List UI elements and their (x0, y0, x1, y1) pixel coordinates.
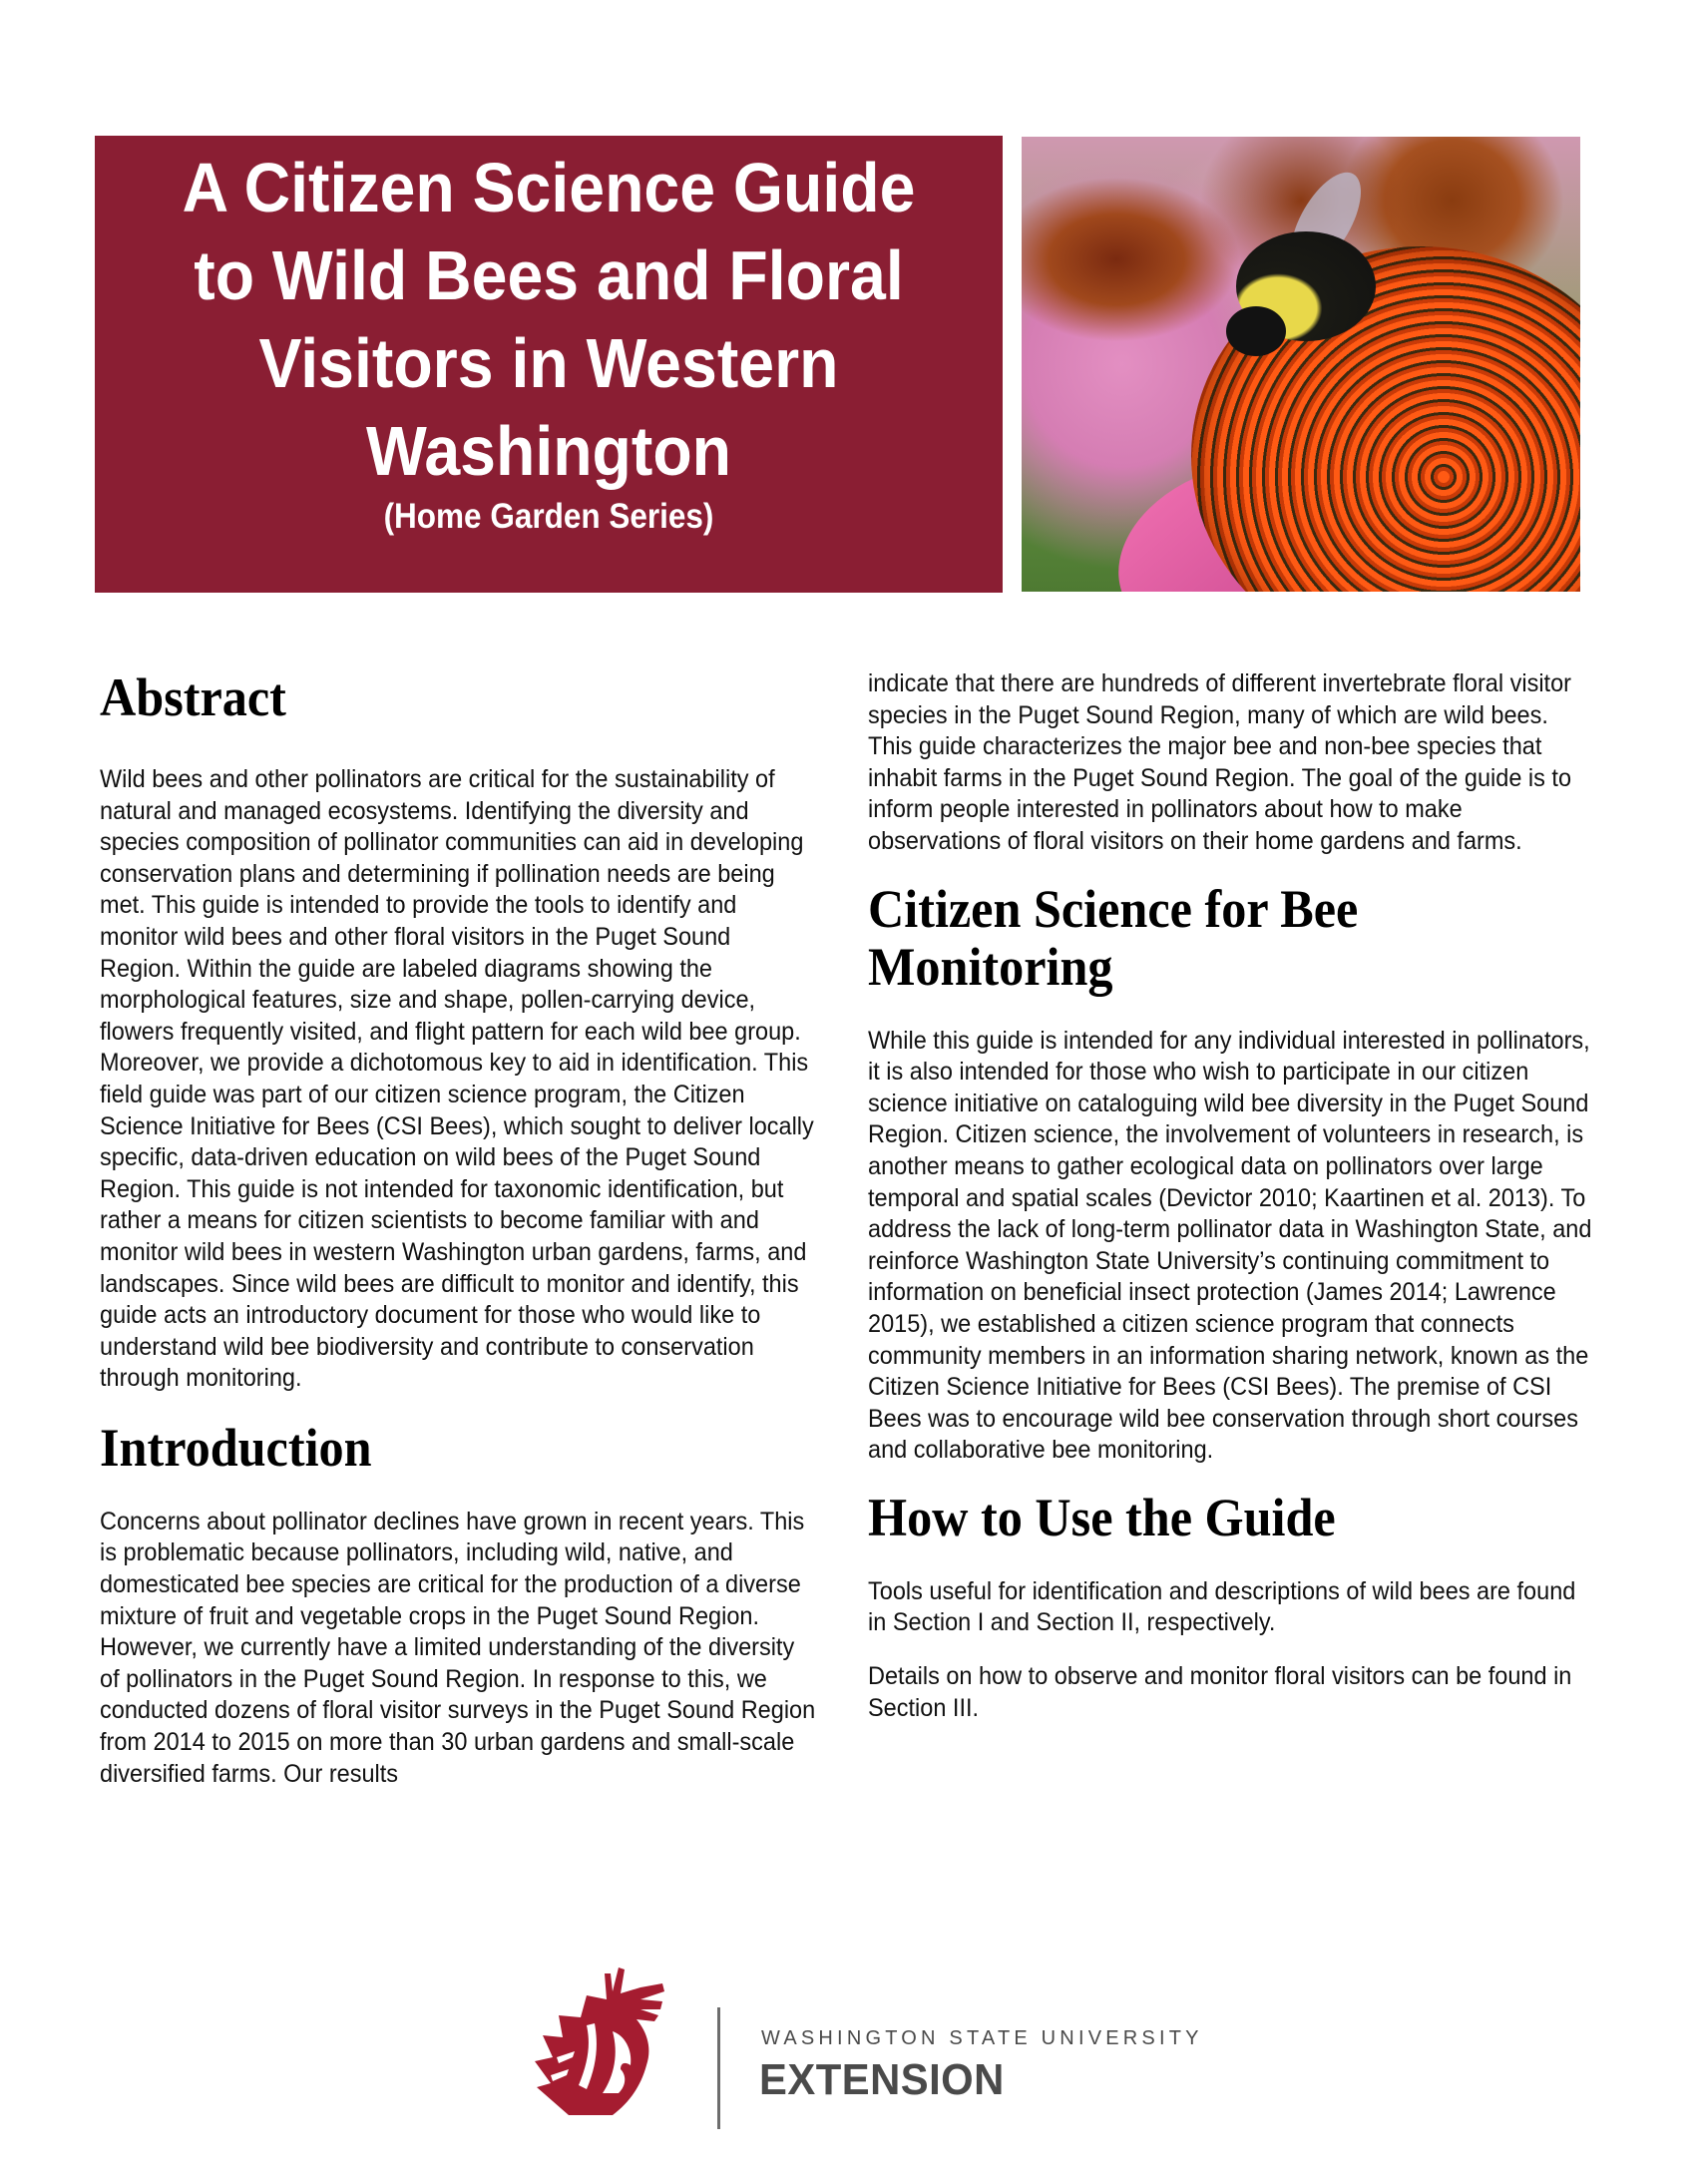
wsu-cougar-head-icon (529, 1966, 688, 2115)
title-line: A Citizen Science Guide (182, 149, 916, 226)
document-title (95, 136, 1003, 495)
introduction-paragraph: Concerns about pollinator declines have grown in recent years. This is problematic because pollinators, including wild, native, and domesticated bee species are critical for the production of a diverse mixture of fruit and vegetable crops in the Puget Sound Region. However, we currently have a limited understanding of the diversity of pollinators in the Puget Sound Region. In response to this, we conducted dozens of floral visitor surveys in the Puget Sound Region from 2014 to 2015 on more than 30 urban gardens and small-scale diversified farms. Our results (100, 1507, 816, 1788)
citizen-science-section (868, 880, 1596, 1467)
bee-head (1226, 306, 1286, 356)
section-heading-how-to-use: How to Use the Guide (868, 1487, 1336, 1547)
heading-line: Citizen Science for Bee (868, 878, 1359, 939)
introduction-section (100, 1419, 818, 1790)
extension-wordmark: EXTENSION (759, 2055, 1005, 2104)
citizen-science-paragraph: While this guide is intended for any individual interested in pollinators, it is also intended for those who wish to participate in our citizen science initiative on cataloguing wild bee diversity in the Puget Sound Region. Citizen science, the involvement of volunteers in research, is another means to gather ecological data on pollinators over large temporal and spatial scales (Devictor 2010; Kaartinen et al. 2013). To address the lack of long-term pollinator data in Washington State, and reinforce Washington State University’s continuing commitment to information on beneficial insect protection (James 2014; Lawrence 2015), we established a citizen science program that connects community members in an information sharing network, known as the Citizen Science Initiative for Bees (CSI Bees). The premise of CSI Bees was to encourage wild bee conservation through short courses and collaborative bee monitoring. (868, 1026, 1592, 1465)
section-heading-introduction: Introduction (100, 1417, 372, 1478)
series-subtitle: (Home Garden Series) (383, 497, 714, 536)
section-heading-citizen-science (868, 880, 1545, 996)
title-line: Visitors in Western (258, 324, 839, 402)
abstract-paragraph: Wild bees and other pollinators are critical for the sustainability of natural and managed ecosystems. Identifying the diversity and species composition of pollinator communities can aid in developing conservation plans and determining if pollination needs are being met. This guide is intended to provide the tools to identify and monitor wild bees and other floral visitors in the Puget Sound Region. Within the guide are labeled diagrams showing the morphological features, size and shape, pollen-carrying device, flowers frequently visited, and flight pattern for each wild bee group. Moreover, we provide a dichotomous key to aid in identification. This field guide was part of our citizen science program, the Citizen Science Initiative for Bees (CSI Bees), which sought to deliver locally specific, data-driven education on wild bees of the Puget Sound Region. This guide is not intended for taxonomic identification, but rather a means for citizen scientists to become familiar with and monitor wild bees in western Washington urban gardens, farms, and landscapes. Since wild bees are difficult to monitor and identify, this guide acts an introductory document for those who would like to understand wild bee biodiversity and contribute to conservation through monitoring. (100, 765, 814, 1393)
introduction-paragraph-continued: indicate that there are hundreds of different invertebrate floral visitor species in the Puget Sound Region, many of which are wild bees. This guide characterizes the major bee and non-bee species that inhabit farms in the Puget Sound Region. The goal of the guide is to inform people interested in pollinators about how to make observations of floral visitors on their home gardens and farms. (868, 669, 1572, 855)
title-banner (95, 136, 1003, 593)
logo-divider (717, 2007, 720, 2129)
section-heading-abstract: Abstract (100, 667, 286, 727)
hero-photo-bee-on-coneflower (1022, 137, 1580, 592)
title-line: to Wild Bees and Floral (194, 236, 904, 314)
heading-line: Monitoring (868, 936, 1113, 997)
abstract-section (100, 668, 818, 1395)
wsu-extension-logo (529, 1966, 1203, 2115)
right-column (868, 668, 1596, 1724)
how-to-use-section (868, 1489, 1596, 1724)
title-line: Washington (365, 412, 732, 490)
university-name: WASHINGTON STATE UNIVERSITY (761, 2027, 1203, 2049)
left-column (100, 668, 818, 1790)
how-to-use-paragraph: Details on how to observe and monitor floral visitors can be found in Section III. (868, 1662, 1572, 1722)
how-to-use-paragraph: Tools useful for identification and descriptions of wild bees are found in Section I and Section II, respectively. (868, 1576, 1576, 1637)
